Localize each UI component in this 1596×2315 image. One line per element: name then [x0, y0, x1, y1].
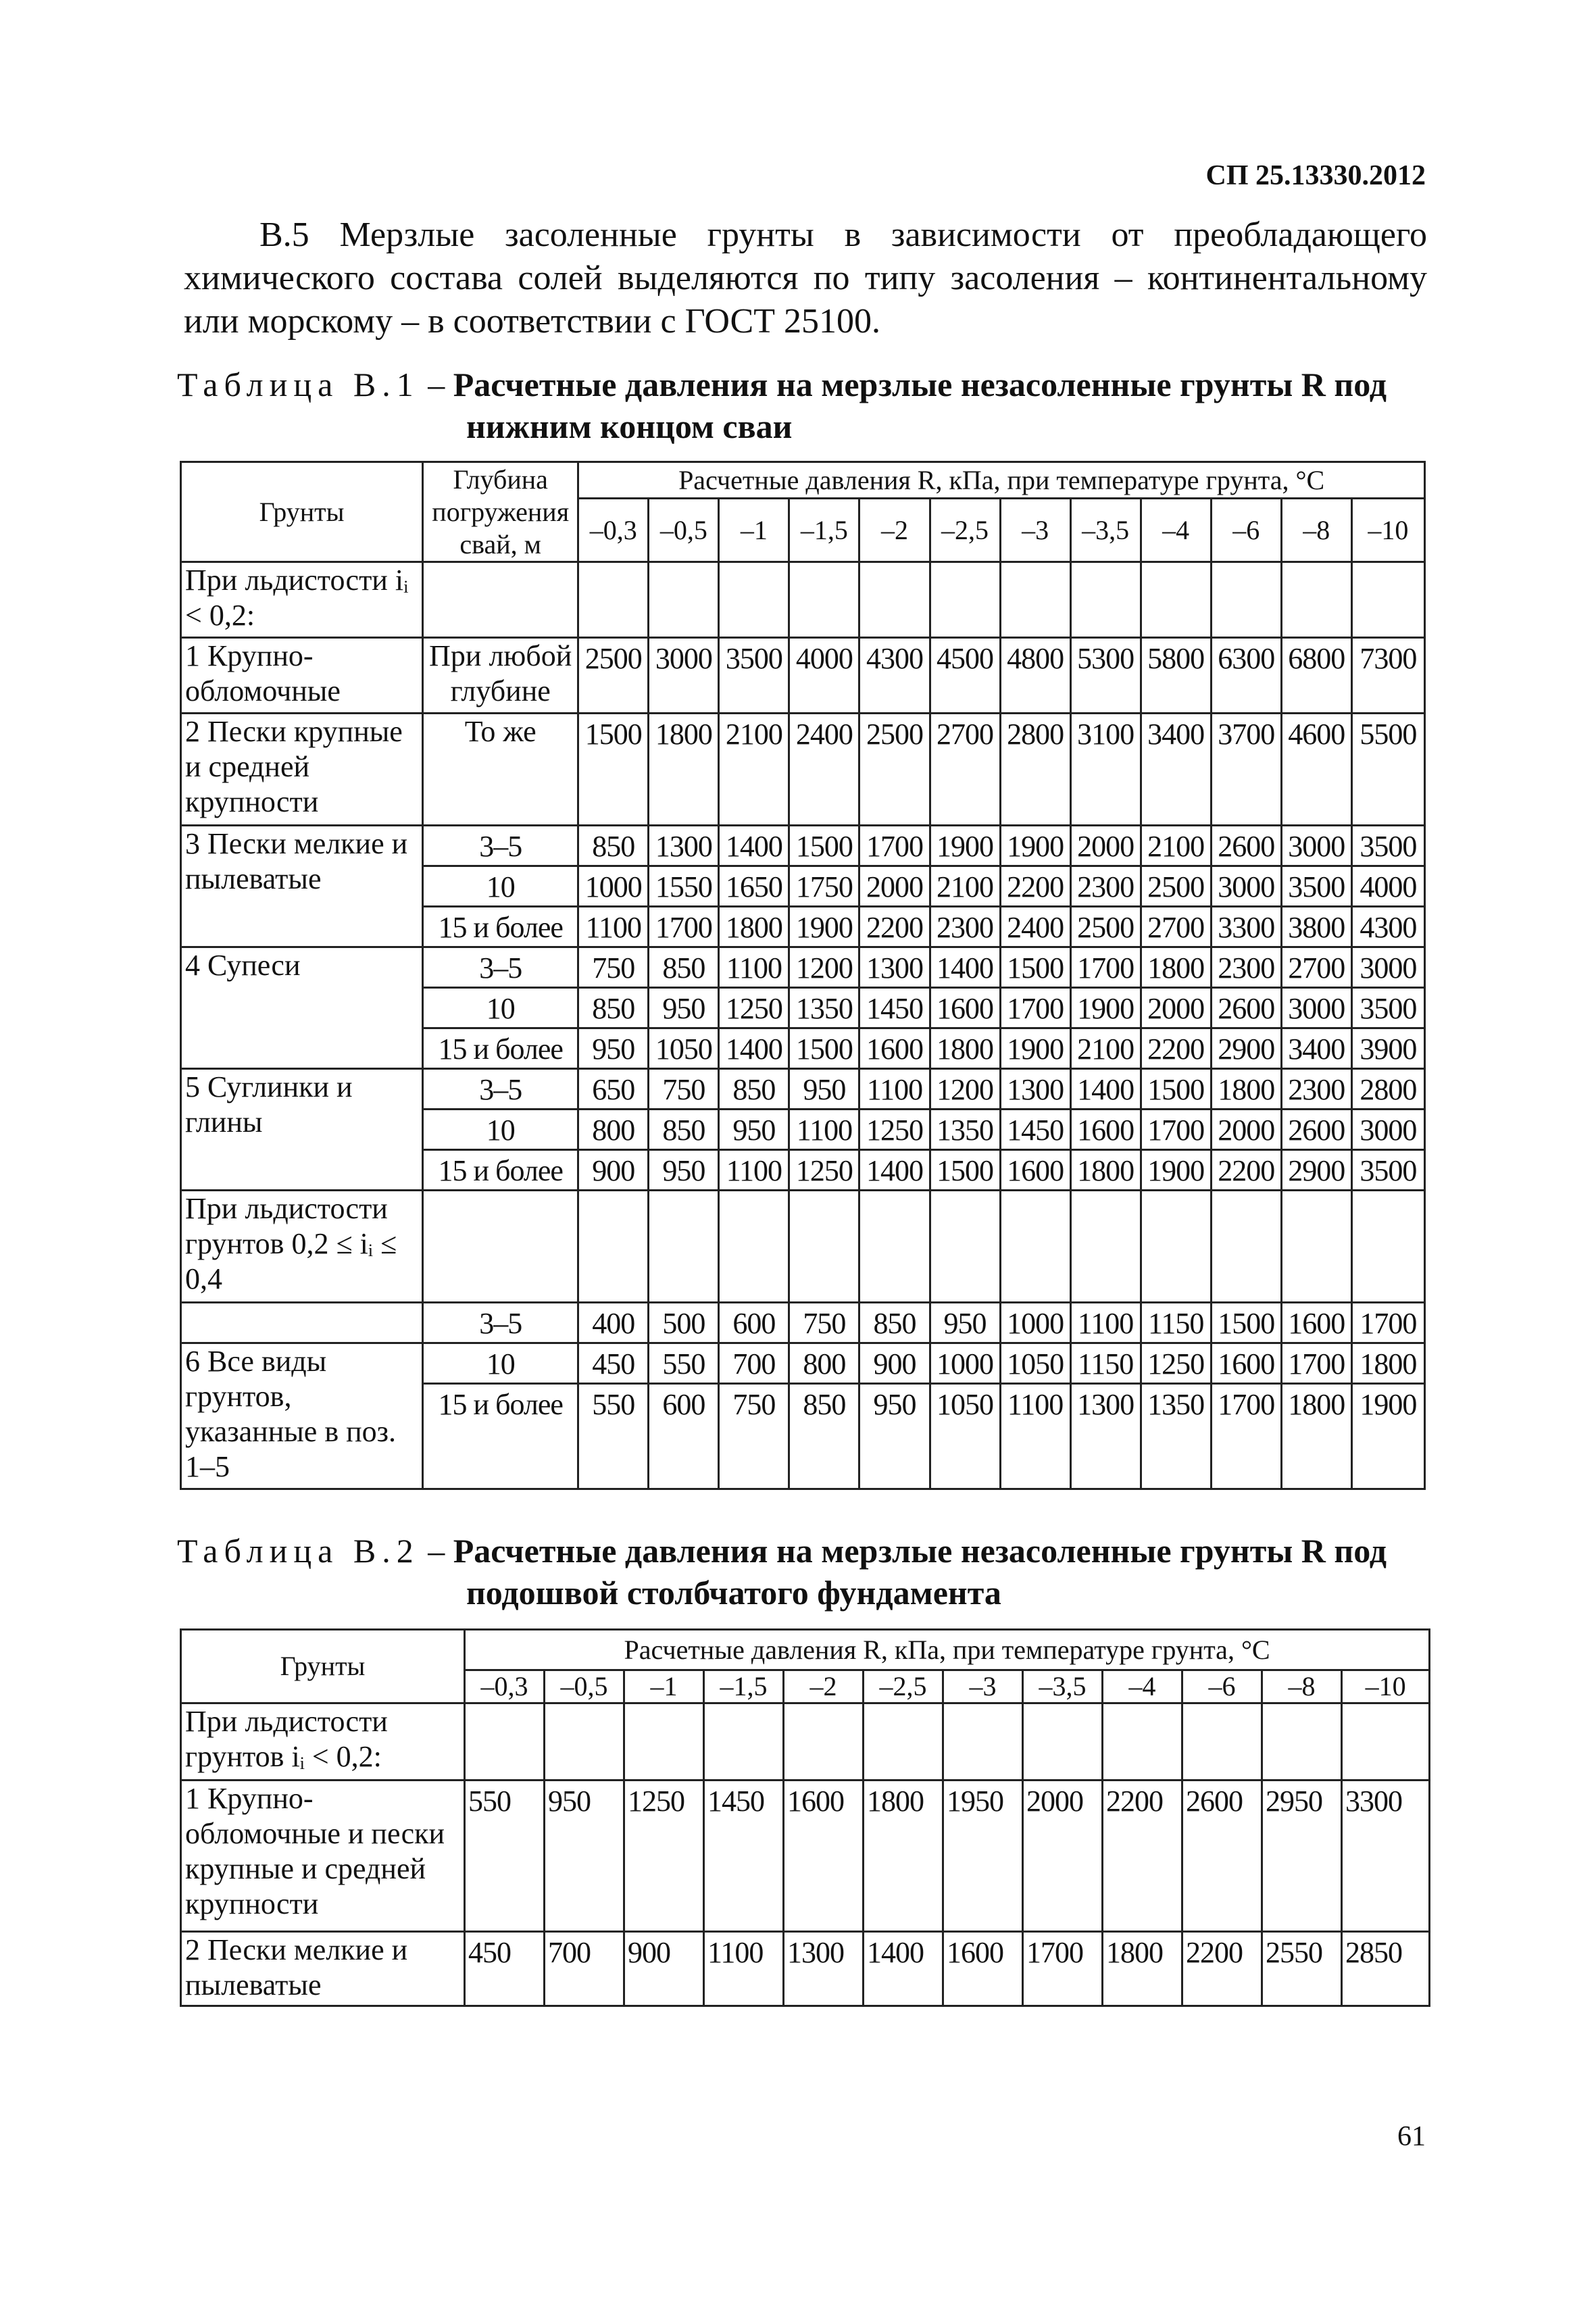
table1-cell: 1400 — [719, 826, 789, 866]
document-code: СП 25.13330.2012 — [1205, 160, 1426, 191]
table2-temp: –2,5 — [864, 1670, 943, 1703]
table1-cell: 1750 — [789, 866, 859, 907]
table1-cell: 850 — [578, 988, 649, 1028]
table1-cell: 1550 — [649, 866, 719, 907]
table1-cell: 2300 — [1211, 947, 1281, 988]
table1-cell: 1250 — [719, 988, 789, 1028]
table1-cell: 3000 — [1281, 826, 1351, 866]
table1-cell: 900 — [859, 1343, 930, 1384]
table1-cell: 4000 — [789, 638, 859, 714]
table1-temp: –0,5 — [649, 499, 719, 562]
table1-cell: 1800 — [649, 714, 719, 826]
table1-cell: 2600 — [1211, 988, 1281, 1028]
table1-cell: 1450 — [859, 988, 930, 1028]
table1-cell: 850 — [649, 947, 719, 988]
table1-label: Таблица В.1 — [177, 366, 420, 403]
table2-temp: –8 — [1262, 1670, 1342, 1703]
table1-cell: 3700 — [1211, 714, 1281, 826]
table1-cell: 1050 — [930, 1384, 1000, 1489]
table1-cell: 1800 — [1211, 1069, 1281, 1110]
table1-cell: 750 — [578, 947, 649, 988]
table1-cell: 1350 — [789, 988, 859, 1028]
table1-cell: 650 — [578, 1069, 649, 1110]
table1-temp: –2,5 — [930, 499, 1000, 562]
table1-temp: –4 — [1141, 499, 1211, 562]
table1-cell: 850 — [578, 826, 649, 866]
table1-cell: 1100 — [719, 1150, 789, 1191]
table1-cell: 1600 — [1281, 1303, 1351, 1343]
table1-cell: 1500 — [789, 1028, 859, 1069]
table2-soil-name: 1 Крупно-обломочные и пески крупные и средней крупности — [181, 1781, 465, 1932]
table1-cell: 950 — [719, 1110, 789, 1150]
table1-cell: 2500 — [859, 714, 930, 826]
table1-cell: 1100 — [578, 907, 649, 947]
table1-row-group1 — [181, 562, 1425, 638]
table1-cell: 500 — [649, 1303, 719, 1343]
table1-cell: 1250 — [789, 1150, 859, 1191]
table1-cell: 1700 — [649, 907, 719, 947]
table2-temp: –3 — [943, 1670, 1023, 1703]
table1-cell: 2500 — [1070, 907, 1141, 947]
table1-cell: 750 — [719, 1384, 789, 1489]
table2-soil-name: 2 Пески мелкие и пылеватые — [181, 1932, 465, 2006]
table2-cell: 1400 — [864, 1932, 943, 2006]
table1-cell: 1700 — [859, 826, 930, 866]
table1-cell: 1450 — [1000, 1110, 1070, 1150]
table1-cell: 2100 — [719, 714, 789, 826]
table1-depth: 15 и более — [423, 1150, 578, 1191]
table2-cell: 1600 — [943, 1932, 1023, 2006]
table1-cell: 1000 — [578, 866, 649, 907]
table1-cell: 1900 — [930, 826, 1000, 866]
table1-cell: 3000 — [1281, 988, 1351, 1028]
table1-cell: 1100 — [789, 1110, 859, 1150]
table2-row-group1 — [181, 1703, 1430, 1781]
table1-depth: 10 — [423, 1110, 578, 1150]
table1-cell: 4000 — [1351, 866, 1424, 907]
table1-cell: 1000 — [1000, 1303, 1070, 1343]
table1-cell: 1300 — [1070, 1384, 1141, 1489]
table1-cell: 550 — [578, 1384, 649, 1489]
table1-cell: 1800 — [719, 907, 789, 947]
table1-cell: 1000 — [930, 1343, 1000, 1384]
table2-cell: 550 — [465, 1781, 545, 1932]
table2-cell: 1100 — [704, 1932, 784, 2006]
table1-cell: 1400 — [859, 1150, 930, 1191]
table1-caption — [177, 364, 1432, 447]
table2-cell: 2600 — [1182, 1781, 1262, 1932]
table1-cell: 950 — [649, 1150, 719, 1191]
table1-cell: 3100 — [1070, 714, 1141, 826]
table1-depth: 15 и более — [423, 907, 578, 947]
table1-cell: 600 — [649, 1384, 719, 1489]
table1-cell: 3300 — [1211, 907, 1281, 947]
table1-soil-name: 4 Супеси — [181, 947, 423, 1069]
table1-depth: 3–5 — [423, 947, 578, 988]
table2-group1-label: При льдистости грунтов iᵢ < 0,2: — [181, 1703, 465, 1781]
table2-temp: –1,5 — [704, 1670, 784, 1703]
table1-dash: – — [419, 366, 453, 403]
table1-cell: 1250 — [1141, 1343, 1211, 1384]
table1-depth: 15 и более — [423, 1384, 578, 1489]
table2-temp: –1 — [624, 1670, 704, 1703]
table1-cell: 1200 — [930, 1069, 1000, 1110]
table1-row — [181, 714, 1425, 826]
table1-cell: 2000 — [1141, 988, 1211, 1028]
table1-cell: 1250 — [859, 1110, 930, 1150]
table1-cell: 1900 — [1141, 1150, 1211, 1191]
table1-cell: 3400 — [1281, 1028, 1351, 1069]
table2-cell: 1950 — [943, 1781, 1023, 1932]
table2 — [180, 1628, 1430, 2007]
table1-cell: 1600 — [1070, 1110, 1141, 1150]
table1-title-line1: Расчетные давления на мерзлые незасоленные грунты R под — [453, 366, 1387, 403]
table1-cell: 1400 — [719, 1028, 789, 1069]
table1-row-group2 — [181, 1191, 1425, 1303]
table2-temp: –0,5 — [545, 1670, 624, 1703]
table2-caption — [177, 1530, 1432, 1614]
table1-cell: 4300 — [1351, 907, 1424, 947]
table1-cell: 850 — [789, 1384, 859, 1489]
table1-cell: 1600 — [1000, 1150, 1070, 1191]
table1-cell: 1500 — [789, 826, 859, 866]
table2-cell: 2200 — [1103, 1781, 1182, 1932]
table1-cell: 1100 — [719, 947, 789, 988]
table1-cell: 2400 — [789, 714, 859, 826]
table1-cell: 2700 — [1141, 907, 1211, 947]
table1-cell: 1900 — [1070, 988, 1141, 1028]
table1-cell: 700 — [719, 1343, 789, 1384]
table1-cell: 950 — [859, 1384, 930, 1489]
table1-cell: 3500 — [1351, 1150, 1424, 1191]
table1-cell: 1100 — [1070, 1303, 1141, 1343]
table1-cell: 2900 — [1211, 1028, 1281, 1069]
table1-row — [181, 1303, 1425, 1343]
table1-depth: 3–5 — [423, 1303, 578, 1343]
table1-cell: 4600 — [1281, 714, 1351, 826]
table1-temp: –1,5 — [789, 499, 859, 562]
table2-cell: 2000 — [1023, 1781, 1103, 1932]
table2-cell: 950 — [545, 1781, 624, 1932]
table2-cell: 2850 — [1342, 1932, 1430, 2006]
table2-cell: 3300 — [1342, 1781, 1430, 1932]
table1-cell: 1300 — [859, 947, 930, 988]
paragraph-b5: В.5 Мерзлые засоленные грунты в зависимости от преобладающего химического состава солей выделяются по типу засоления – континентальному или морскому – в соответствии с ГОСТ 25100. — [184, 216, 1427, 341]
table2-temp: –10 — [1342, 1670, 1430, 1703]
table1-temp: –6 — [1211, 499, 1281, 562]
table1-cell: 1800 — [1141, 947, 1211, 988]
table1-cell: 1500 — [578, 714, 649, 826]
table1-cell: 1400 — [930, 947, 1000, 988]
table1-cell: 2300 — [1070, 866, 1141, 907]
table1-title-line2: нижним концом сваи — [466, 407, 793, 445]
table1-cell: 950 — [789, 1069, 859, 1110]
table1-depth: 10 — [423, 866, 578, 907]
table1-cell: 2200 — [859, 907, 930, 947]
table2-cell: 1800 — [1103, 1932, 1182, 2006]
table1-cell: 3900 — [1351, 1028, 1424, 1069]
table1-cell: 2100 — [1141, 826, 1211, 866]
table1-cell: 1700 — [1000, 988, 1070, 1028]
table1-cell: 4500 — [930, 638, 1000, 714]
table1-cell: 6300 — [1211, 638, 1281, 714]
table1-cell: 3000 — [1351, 947, 1424, 988]
table1-cell: 750 — [649, 1069, 719, 1110]
table1-group1-label: При льдистости iᵢ < 0,2: — [181, 562, 423, 638]
table1-cell: 800 — [789, 1343, 859, 1384]
table1-cell: 1100 — [859, 1069, 930, 1110]
table1-cell: 2800 — [1351, 1069, 1424, 1110]
table1-cell: 1500 — [1000, 947, 1070, 988]
table1-cell: 6800 — [1281, 638, 1351, 714]
table1-cell: 1600 — [930, 988, 1000, 1028]
table1-cell: 1700 — [1281, 1343, 1351, 1384]
table1-cell: 3000 — [1351, 1110, 1424, 1150]
table1-cell: 3400 — [1141, 714, 1211, 826]
table2-label: Таблица В.2 — [177, 1532, 420, 1570]
table1-cell: 5300 — [1070, 638, 1141, 714]
table1-soil-name: 6 Все виды грунтов, указанные в поз. 1–5 — [181, 1343, 423, 1489]
table1-depth: 3–5 — [423, 1069, 578, 1110]
table1-group2-label: При льдистости грунтов 0,2 ≤ iᵢ ≤ 0,4 — [181, 1191, 423, 1303]
table1-cell: 4800 — [1000, 638, 1070, 714]
table1-cell: 1500 — [1211, 1303, 1281, 1343]
table1-row — [181, 1343, 1425, 1384]
table1-cell: 1050 — [1000, 1343, 1070, 1384]
table1-cell: 1600 — [859, 1028, 930, 1069]
table1-cell: 1700 — [1211, 1384, 1281, 1489]
table2-title-line1: Расчетные давления на мерзлые незасоленные грунты R под — [453, 1532, 1387, 1570]
table1-cell: 1700 — [1070, 947, 1141, 988]
table1-cell: 2200 — [1211, 1150, 1281, 1191]
table1-depth: 15 и более — [423, 1028, 578, 1069]
table1-row — [181, 638, 1425, 714]
table1-cell: 2400 — [1000, 907, 1070, 947]
table1-cell: 1150 — [1070, 1343, 1141, 1384]
table1-cell: 2700 — [930, 714, 1000, 826]
table2-temp: –0,3 — [465, 1670, 545, 1703]
table1-col-soil: Грунты — [181, 462, 423, 562]
table1-cell: 2000 — [1211, 1110, 1281, 1150]
table1-cell: 1800 — [1281, 1384, 1351, 1489]
table1-cell: 1650 — [719, 866, 789, 907]
table1-cell: 450 — [578, 1343, 649, 1384]
table1-cell: 600 — [719, 1303, 789, 1343]
table1-cell: 3800 — [1281, 907, 1351, 947]
table2-cell: 1300 — [784, 1932, 864, 2006]
table1-row — [181, 1069, 1425, 1110]
table2-temp: –6 — [1182, 1670, 1262, 1703]
table2-header-row — [181, 1630, 1430, 1670]
table1-cell: 2300 — [1281, 1069, 1351, 1110]
table1-cell: 2500 — [578, 638, 649, 714]
table2-cell: 450 — [465, 1932, 545, 2006]
table1-cell: 5800 — [1141, 638, 1211, 714]
table1-soil-name: 2 Пески крупные и средней крупности — [181, 714, 423, 826]
table1-cell: 5500 — [1351, 714, 1424, 826]
table1-cell: 950 — [930, 1303, 1000, 1343]
table1-cell: 750 — [789, 1303, 859, 1343]
table1-row — [181, 826, 1425, 866]
table2-temp: –4 — [1103, 1670, 1182, 1703]
table1-cell: 1200 — [789, 947, 859, 988]
table1-cell: 2300 — [930, 907, 1000, 947]
table1-cell: 1800 — [1351, 1343, 1424, 1384]
table2-cell: 1700 — [1023, 1932, 1103, 2006]
table1-cell: 2600 — [1211, 826, 1281, 866]
table1-cell: 1800 — [1070, 1150, 1141, 1191]
table2-title-line2: подошвой столбчатого фундамента — [466, 1574, 1001, 1612]
table1-temp: –3 — [1000, 499, 1070, 562]
table2-temp: –2 — [784, 1670, 864, 1703]
table1-cell: 2200 — [1141, 1028, 1211, 1069]
table1-cell: 2100 — [930, 866, 1000, 907]
table1-cell: 2200 — [1000, 866, 1070, 907]
table1-cell: 3500 — [1351, 988, 1424, 1028]
table1-cell: 1300 — [649, 826, 719, 866]
table1-soil-name: 1 Крупно-обломочные — [181, 638, 423, 714]
table1-cell: 3000 — [649, 638, 719, 714]
table1-cell: 2000 — [859, 866, 930, 907]
table2-col-pressure: Расчетные давления R, кПа, при температуре грунта, °С — [465, 1630, 1430, 1670]
table2-cell: 1450 — [704, 1781, 784, 1932]
table1-header-row — [181, 462, 1425, 499]
table1-cell: 2600 — [1281, 1110, 1351, 1150]
table2-cell: 2550 — [1262, 1932, 1342, 2006]
table1-soil-name: 5 Суглинки и глины — [181, 1069, 423, 1191]
table1-cell: 950 — [649, 988, 719, 1028]
table1-cell: 1500 — [930, 1150, 1000, 1191]
table1-cell: 1600 — [1211, 1343, 1281, 1384]
page-number: 61 — [1397, 2121, 1426, 2152]
table1-depth: 3–5 — [423, 826, 578, 866]
table1-cell: 1150 — [1141, 1303, 1211, 1343]
table1-cell: 3500 — [1281, 866, 1351, 907]
table1-cell: 1900 — [1000, 826, 1070, 866]
table1-cell: 1900 — [789, 907, 859, 947]
table1-col-depth: Глубина погружения свай, м — [423, 462, 578, 562]
table1-cell: 850 — [649, 1110, 719, 1150]
table1-cell: 3500 — [1351, 826, 1424, 866]
table1-cell: 1500 — [1141, 1069, 1211, 1110]
table1-temp: –10 — [1351, 499, 1424, 562]
table1-depth: При любой глубине — [423, 638, 578, 714]
table1-cell: 2000 — [1070, 826, 1141, 866]
table2-cell: 2200 — [1182, 1932, 1262, 2006]
table2-cell: 700 — [545, 1932, 624, 2006]
table2-cell: 1800 — [864, 1781, 943, 1932]
table1-depth: 10 — [423, 988, 578, 1028]
table1-cell: 2800 — [1000, 714, 1070, 826]
table1-cell: 1100 — [1000, 1384, 1070, 1489]
table1-depth: 10 — [423, 1343, 578, 1384]
table1-cell: 550 — [649, 1343, 719, 1384]
table2-cell: 2950 — [1262, 1781, 1342, 1932]
table1-cell: 950 — [578, 1028, 649, 1069]
table2-temp: –3,5 — [1023, 1670, 1103, 1703]
table1-cell: 1900 — [1000, 1028, 1070, 1069]
table1-cell: 1700 — [1351, 1303, 1424, 1343]
table1-temp: –8 — [1281, 499, 1351, 562]
table1-soil-name: 3 Пески мелкие и пылеватые — [181, 826, 423, 947]
table1-col-pressure: Расчетные давления R, кПа, при температуре грунта, °С — [578, 462, 1425, 499]
table1-temp: –2 — [859, 499, 930, 562]
table1-cell: 2500 — [1141, 866, 1211, 907]
table1-temp: –0,3 — [578, 499, 649, 562]
table1-temp: –1 — [719, 499, 789, 562]
table1 — [180, 461, 1426, 1490]
table1-cell: 1800 — [930, 1028, 1000, 1069]
table1-cell: 1300 — [1000, 1069, 1070, 1110]
table1-cell: 850 — [719, 1069, 789, 1110]
table1-cell: 7300 — [1351, 638, 1424, 714]
table1-cell: 400 — [578, 1303, 649, 1343]
table1-cell: 900 — [578, 1150, 649, 1191]
table1-cell: 4300 — [859, 638, 930, 714]
table2-row — [181, 1932, 1430, 2006]
table2-cell: 1250 — [624, 1781, 704, 1932]
table1-cell: 2900 — [1281, 1150, 1351, 1191]
table2-dash: – — [419, 1532, 453, 1570]
table1-cell: 1400 — [1070, 1069, 1141, 1110]
table1-cell: 800 — [578, 1110, 649, 1150]
table2-row — [181, 1781, 1430, 1932]
table1-temp: –3,5 — [1070, 499, 1141, 562]
table1-depth: То же — [423, 714, 578, 826]
table2-col-soil: Грунты — [181, 1630, 465, 1703]
table1-cell: 3500 — [719, 638, 789, 714]
table1-cell: 1350 — [1141, 1384, 1211, 1489]
table1-cell: 1050 — [649, 1028, 719, 1069]
table1-cell: 2100 — [1070, 1028, 1141, 1069]
table1-cell: 1700 — [1141, 1110, 1211, 1150]
table1-cell: 1900 — [1351, 1384, 1424, 1489]
table1-row — [181, 947, 1425, 988]
table1-cell: 1350 — [930, 1110, 1000, 1150]
table2-cell: 1600 — [784, 1781, 864, 1932]
table1-cell: 2700 — [1281, 947, 1351, 988]
table2-cell: 900 — [624, 1932, 704, 2006]
table1-cell: 3000 — [1211, 866, 1281, 907]
table1-cell: 850 — [859, 1303, 930, 1343]
